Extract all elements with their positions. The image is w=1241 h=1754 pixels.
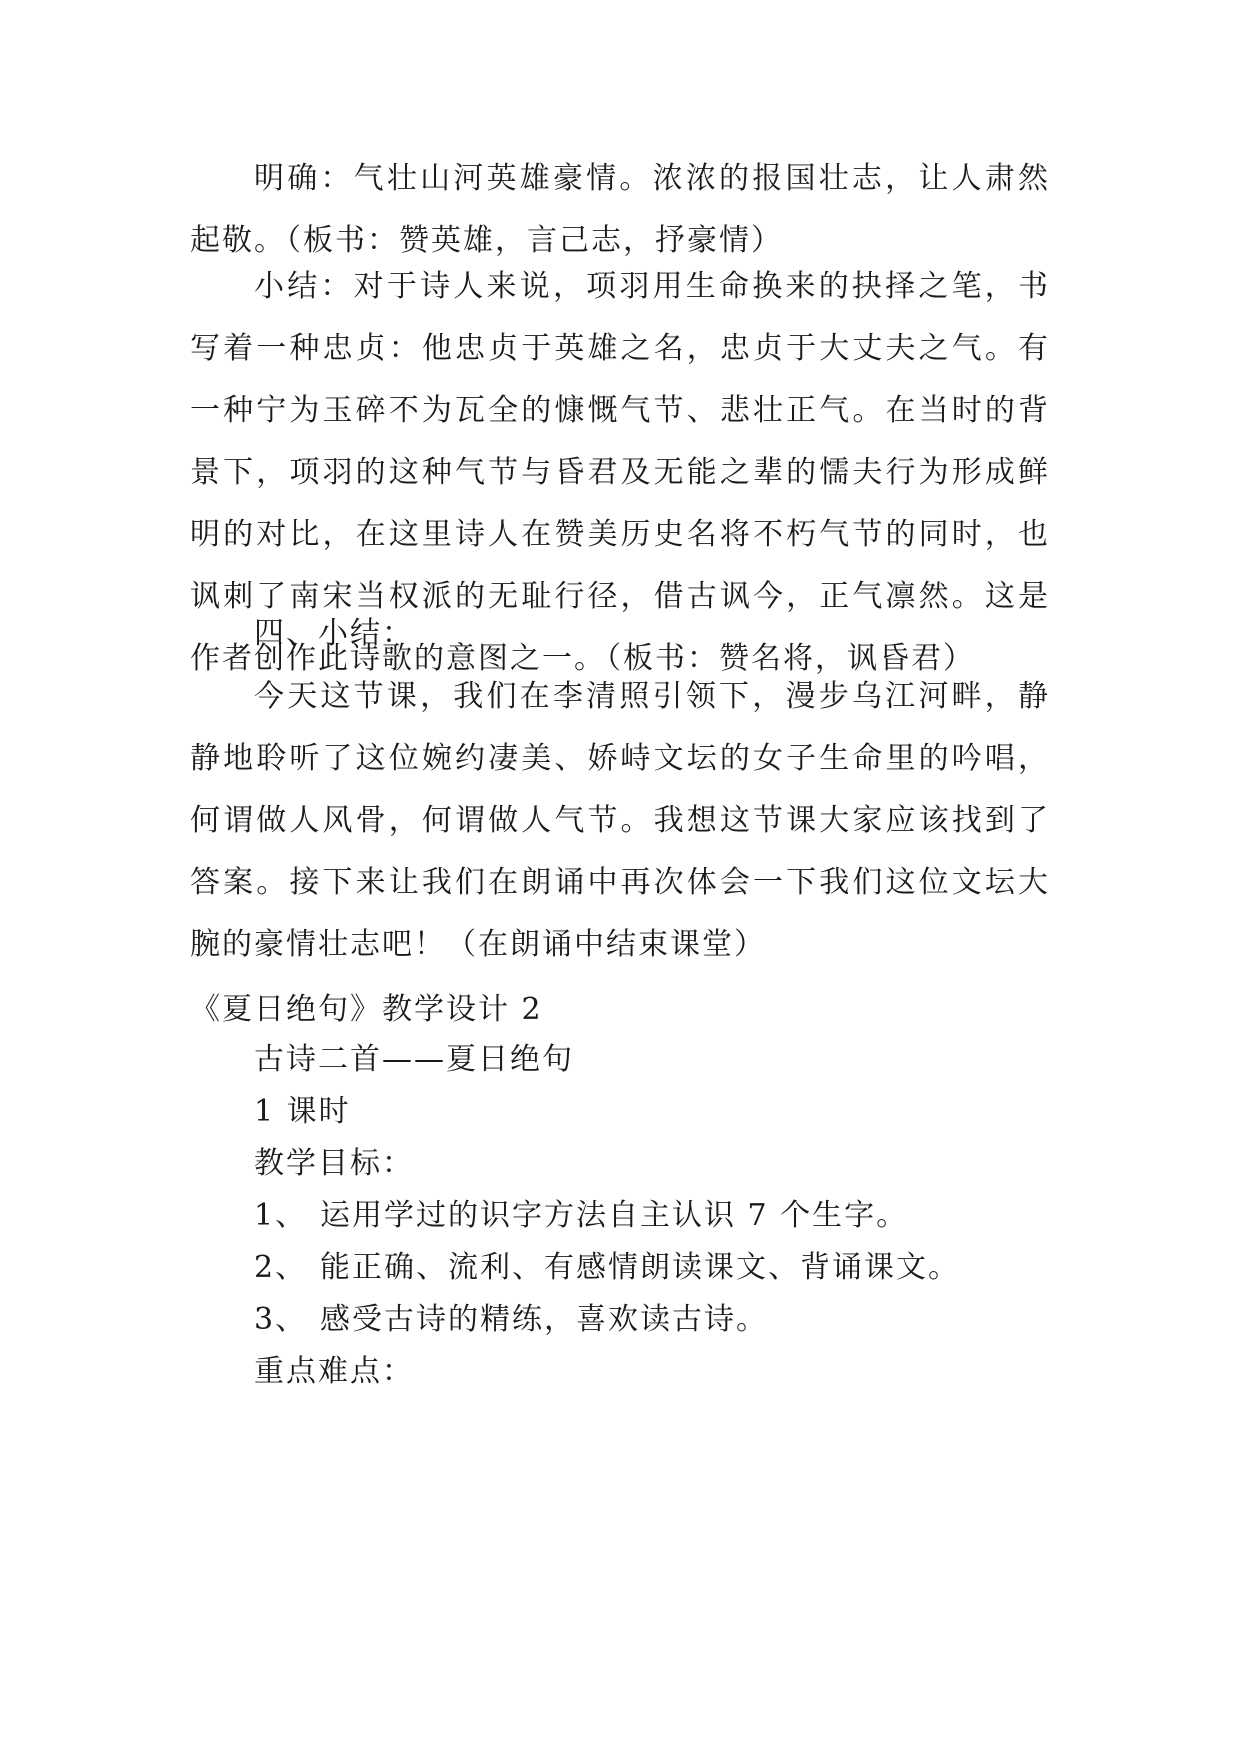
lesson-duration: 1 课时: [254, 1094, 351, 1129]
objective-number: 1、: [254, 1198, 308, 1233]
objective-item: [254, 1248, 960, 1288]
section-heading-summary: 四、小结：: [254, 616, 414, 651]
paragraph-summary: 小结：对于诗人来说，项羽用生命换来的抉择之笔，书写着一种忠贞：他忠贞于英雄之名，忠贞于大丈夫之气。有一种宁为玉碎不为瓦全的慷慨气节、悲壮正气。在当时的背景下，项羽的这种气节与昏君及无能之辈的懦夫行为形成鲜明的对比，在这里诗人在赞美历史名将不朽气节的同时，也讽刺了南宋当权派的无耻行径，借古讽今，正气凛然。这是作者创作此诗歌的意图之一。（板书：赞名将，讽昏君）: [190, 269, 1050, 676]
objective-number: 3、: [254, 1302, 308, 1337]
key-points-heading: 重点难点：: [254, 1354, 414, 1389]
objective-item: [254, 1300, 768, 1340]
objective-text: 运用学过的识字方法自主认识 7 个生字。: [320, 1198, 909, 1233]
objectives-heading: 教学目标：: [254, 1146, 414, 1181]
objective-text: 感受古诗的精练，喜欢读古诗。: [320, 1302, 768, 1337]
objective-item: [254, 1196, 908, 1236]
section-title: 《夏日绝句》教学设计 2: [190, 992, 543, 1027]
lesson-subtitle: 古诗二首——夏日绝句: [254, 1042, 574, 1077]
paragraph-clarification: 明确：气壮山河英雄豪情。浓浓的报国壮志，让人肃然起敬。（板书：赞英雄，言己志，抒豪情）: [190, 161, 1050, 258]
objective-number: 2、: [254, 1250, 308, 1285]
objective-text: 能正确、流利、有感情朗读课文、背诵课文。: [320, 1250, 960, 1285]
paragraph-conclusion: 今天这节课，我们在李清照引领下，漫步乌江河畔，静静地聆听了这位婉约凄美、娇峙文坛的女子生命里的吟唱，何谓做人风骨，何谓做人气节。我想这节课大家应该找到了答案。接下来让我们在朗诵中再次体会一下我们这位文坛大腕的豪情壮志吧！（在朗诵中结束课堂）: [190, 679, 1050, 962]
